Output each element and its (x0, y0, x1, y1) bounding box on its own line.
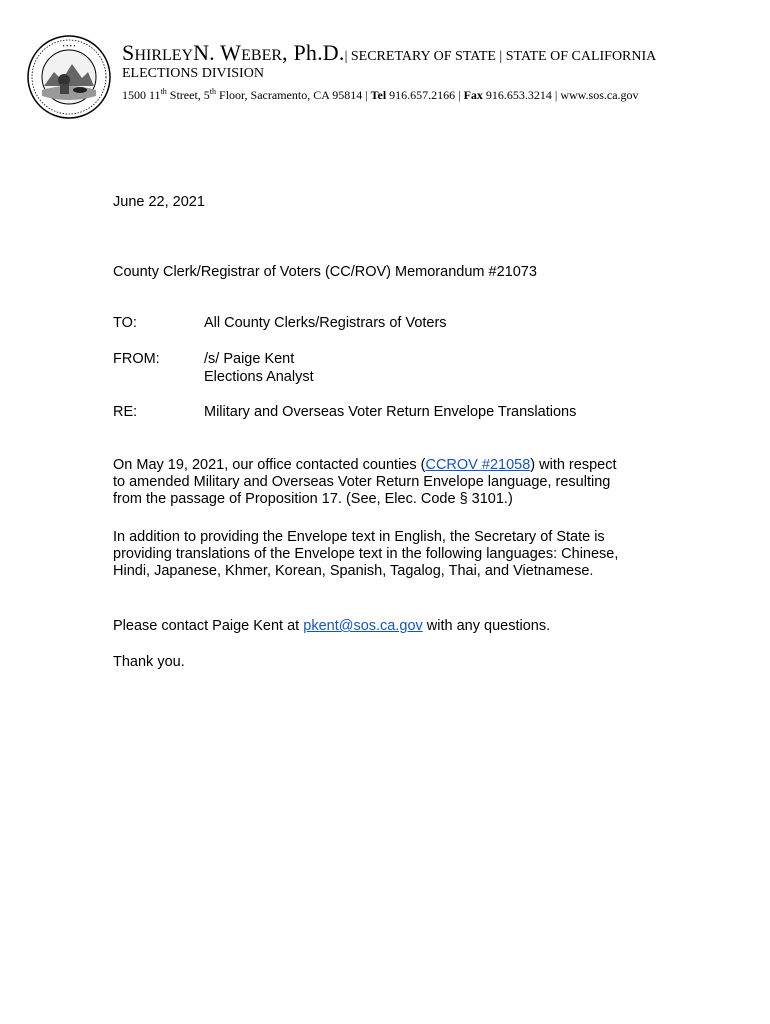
to-label: TO: (113, 315, 137, 331)
closing: Thank you. (113, 654, 185, 670)
memo-date: June 22, 2021 (113, 194, 205, 210)
state-seal (26, 34, 112, 120)
name-initial: S (122, 40, 135, 65)
name-suffix: , Ph.D. (282, 40, 345, 65)
letterhead-title-line (122, 40, 657, 66)
svg-text:• • • •: • • • • (62, 44, 76, 50)
letterhead (122, 40, 657, 103)
from-value-title: Elections Analyst (204, 369, 314, 385)
ccrov-21058-link[interactable]: CCROV #21058 (425, 457, 531, 473)
body-paragraph-1: On May 19, 2021, our office contacted counties (CCROV #21058) with respect to amended Military and Overseas Voter Return Envelope language, resulting from the passage of Proposition 17. (See, Elec. Code § 3101.) (113, 457, 617, 507)
body-paragraph-2: In addition to providing the Envelope text in English, the Secretary of State is providing translations of the Envelope text in the following languages: Chinese, Hindi, Japanese, Khmer, Korean, Spanish, Tagalog, Thai, and Vietnamese. (113, 529, 619, 579)
name-last-rest: EBER (241, 47, 283, 64)
memo-subject: County Clerk/Registrar of Voters (CC/ROV) Memorandum #21073 (113, 264, 537, 280)
great-seal-of-california-icon (26, 34, 112, 120)
re-label: RE: (113, 404, 138, 420)
office-title: | SECRETARY OF STATE | STATE OF CALIFORNIA (344, 49, 657, 64)
division-name: ELECTIONS DIVISION (122, 66, 264, 81)
from-value-name: /s/ Paige Kent (204, 351, 295, 367)
name-first-rest: HIRLEY (134, 47, 194, 64)
email-link[interactable]: pkent@sos.ca.gov (303, 618, 423, 634)
to-value: All County Clerks/Registrars of Voters (204, 315, 447, 331)
name-middle: N. W (193, 40, 242, 65)
body-paragraph-3: Please contact Paige Kent at pkent@sos.ca.gov with any questions. (113, 618, 551, 634)
contact-line: 1500 11th Street, 5th Floor, Sacramento, CA 95814 | Tel 916.657.2166 | Fax 916.653.3214 | www.sos.ca.gov (122, 87, 639, 102)
re-value: Military and Overseas Voter Return Envelope Translations (204, 404, 577, 420)
from-label: FROM: (113, 351, 160, 367)
